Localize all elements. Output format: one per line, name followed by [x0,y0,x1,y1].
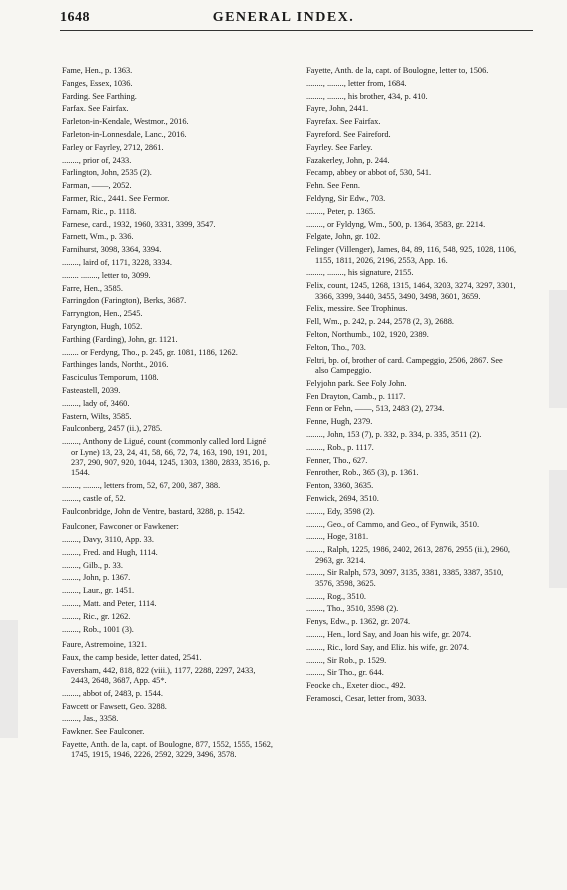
index-entry: ........, John, 153 (7), p. 332, p. 334, p. 335, 3511 (2). [306,429,482,439]
index-entry: ........, Peter, p. 1365. [306,206,376,216]
index-entry: Felix, messire. See Trophinus. [306,304,408,314]
index-entry: Felix, count, 1245, 1268, 1315, 1464, 3203, 3274, 3297, 3301, 3366, 3399, 3440, 3455, 3490, 3498, 3601, 3659. [306,281,516,301]
index-entry: Farman, ——, 2052. [62,181,132,191]
index-entry: Fayre, John, 2441. [306,104,369,114]
index-entry: Farnam, Ric., p. 1118. [62,206,137,216]
index-entry: Fenn or Fehn, ——, 513, 2483 (2), 2734. [306,404,445,414]
index-entry: ........, Davy, 3110, App. 33. [62,534,154,544]
index-entry: ........, ........, his signature, 2155. [306,268,414,278]
index-entry: Feramosci, Cesar, letter from, 3033. [306,693,427,703]
index-entry: Fenner, Tho., 627. [306,455,368,465]
index-entry: ........, John, p. 1367. [62,573,131,583]
index-entry: Faulconer, Fawconer or Fawkener: [62,522,179,532]
index-entry: Farfax. See Fairfax. [62,104,129,114]
header-rule [60,30,533,31]
index-entry: Faux, the camp beside, letter dated, 2541. [62,652,202,662]
index-entry: Fawcett or Fawsett, Geo. 3288. [62,701,167,711]
index-entry: ........, ........, his brother, 434, p. 410. [306,91,428,101]
index-entry: Fayette, Anth. de la, capt. of Boulogne, 877, 1552, 1555, 1562, 1745, 1915, 1946, 2226, 2592, 3229, 3496, 3578. [62,739,273,760]
index-entry: Felton, Northumb., 102, 1920, 2389. [306,329,429,339]
index-entry: Fame, Hen., p. 1363. [62,66,133,75]
index-entry: ........, Tho., 3510, 3598 (2). [306,604,399,614]
index-entry: ........, ........, letters from, 52, 67, 200, 387, 388. [62,481,221,491]
index-entry: ........, Jas., 3358. [62,714,119,724]
index-entry: ........, Ralph, 1225, 1986, 2402, 2613, 2876, 2955 (ii.), 2960, 2963, gr. 3214. [306,545,511,565]
index-entry: Fanges, Essex, 1036. [62,78,133,88]
index-entry: Faure, Astremoine, 1321. [62,639,147,649]
index-entry: Farnese, card., 1932, 1960, 3331, 3399, 3547. [62,219,216,229]
index-entry: ........, Fred. and Hugh, 1114. [62,547,158,557]
index-entry: Fayreford. See Faireford. [306,129,391,139]
index-entry: Farlington, John, 2535 (2). [62,168,152,178]
index-entry: Feltri, bp. of, brother of card. Campeggio, 2506, 2867. See also Campeggio. [306,355,503,375]
index-entry: Farnett, Wm., p. 336. [62,232,134,242]
page-title: GENERAL INDEX. [212,10,355,25]
index-entry: Farley or Fayrley, 2712, 2861. [62,142,164,152]
index-entry: ........, abbot of, 2483, p. 1544. [62,688,163,698]
index-column-right [306,66,518,707]
index-entry: ........, Sir Tho., gr. 644. [306,668,384,678]
index-entry: ........ ........, letter to, 3099. [62,270,151,280]
index-entry: ........, Gilb., p. 33. [62,560,123,570]
index-entry: ........, Geo., of Cammo, and Geo., of Fynwik, 3510. [306,519,480,529]
index-entry: Fenrother, Rob., 365 (3), p. 1361. [306,468,419,478]
index-entry: ........, Rog., 3510. [306,591,367,601]
index-entry: Fasciculus Temporum, 1108. [62,373,159,383]
index-entry: ........, Edy, 3598 (2). [306,506,375,516]
index-entry: Felyjohn park. See Foly John. [306,378,407,388]
index-entry: ........, Rob., 1001 (3). [62,624,134,634]
index-entry: Faversham, 442, 818, 822 (viii.), 1177, 2288, 2297, 2433, 2443, 2648, 3687, App. 45*. [62,665,256,685]
index-entry: Fazakerley, John, p. 244. [306,155,390,165]
index-entry: Felgate, John, gr. 102. [306,232,381,242]
index-entry: ........, Hen., lord Say, and Joan his wife, gr. 2074. [306,629,472,639]
index-entry: ........, Sir Rob., p. 1529. [306,655,387,665]
index-entry: Fastern, Wilts, 3585. [62,411,132,421]
index-entry: Farringdon (Farington), Berks, 3687. [62,296,187,306]
index-entry: Fecamp, abbey or abbot of, 530, 541. [306,168,432,178]
index-entry: ........, or Fyldyng, Wm., 500, p. 1364, 3583, gr. 2214. [306,219,486,229]
index-entry: Fen Drayton, Camb., p. 1117. [306,391,406,401]
index-entry: Fayette, Anth. de la, capt. of Boulogne, letter to, 1506. [306,66,489,75]
index-entry: Faulconberg, 2457 (ii.), 2785. [62,424,163,434]
index-entry: ........, laird of, 1171, 3228, 3334. [62,257,172,267]
index-entry: Farmer, Ric., 2441. See Fermor. [62,193,170,203]
index-entry: ........ or Ferdyng, Tho., p. 245, gr. 1081, 1186, 1262. [62,347,238,357]
index-entry: ........, Sir Ralph, 573, 3097, 3135, 3381, 3385, 3387, 3510, 3576, 3598, 3625. [306,568,504,588]
index-entry: Fayrley. See Farley. [306,142,373,152]
index-entry: Felton, Tho., 703. [306,342,366,352]
index-entry: ........, lady of, 3460. [62,398,130,408]
index-entry: Feocke ch., Exeter dioc., 492. [306,681,406,691]
page-number: 1648 [60,10,90,25]
index-entry: Fenwick, 2694, 3510. [306,493,379,503]
index-entry: Farryngton, Hen., 2545. [62,309,143,319]
index-entry: Feldyng, Sir Edw., 703. [306,193,386,203]
index-entry: ........, castle of, 52. [62,493,126,503]
index-entry: ........, Ric., gr. 1262. [62,611,131,621]
index-entry: Faulconbridge, John de Ventre, bastard, 3288, p. 1542. [62,506,245,516]
watermark-strip [549,470,567,588]
index-entry: Farleton-in-Lonnesdale, Lanc., 2016. [62,129,187,139]
index-entry: Fenys, Edw., p. 1362, gr. 2074. [306,617,411,627]
index-entry: Felinger (Villenger), James, 84, 89, 116, 548, 925, 1028, 1106, 1155, 1811, 2026, 2196, 2553, App. 16. [306,245,517,265]
index-entry: ........, Laur., gr. 1451. [62,586,135,596]
index-entry: ........, ........, letter from, 1684. [306,78,407,88]
watermark-strip [0,620,18,738]
index-entry: Fehn. See Fenn. [306,181,360,191]
index-entry: Farthing (Farding), John, gr. 1121. [62,334,178,344]
index-entry: ........, Hoge, 3181. [306,532,369,542]
index-entry: Farding. See Farthing. [62,91,137,101]
index-entry: Farnihurst, 3098, 3364, 3394. [62,245,162,255]
index-entry: Farthinges lands, Northt., 2016. [62,360,169,370]
index-entry: Farleton-in-Kendale, Westmor., 2016. [62,117,189,127]
index-entry: Fell, Wm., p. 242, p. 244, 2578 (2, 3), 2688. [306,317,455,327]
index-entry: Fayrefax. See Fairfax. [306,117,381,127]
index-entry: Fenton, 3360, 3635. [306,481,374,491]
index-entry: ........, Rob., p. 1117. [306,442,374,452]
index-entry: Fasteastell, 2039. [62,385,121,395]
index-entry: ........, Anthony de Ligué, count (commonly called lord Ligné or Lyne) 13, 23, 24, 41, 58, 66, 72, 74, 163, 190, 191, 201, 237, 290, 907, 920, 1044, 1245, 1303, 1380, 2833, 3516, p. 1544. [62,437,270,478]
index-entry: Fawkner. See Faulconer. [62,727,145,737]
index-entry: Fenne, Hugh, 2379. [306,417,373,427]
watermark-strip [549,290,567,408]
index-entry: ........, Ric., lord Say, and Eliz. his wife, gr. 2074. [306,642,469,652]
index-entry: Faryngton, Hugh, 1052. [62,321,143,331]
index-entry: ........, prior of, 2433. [62,155,132,165]
index-entry: Farre, Hen., 3585. [62,283,123,293]
index-column-left [62,66,274,763]
index-entry: ........, Matt. and Peter, 1114. [62,598,157,608]
